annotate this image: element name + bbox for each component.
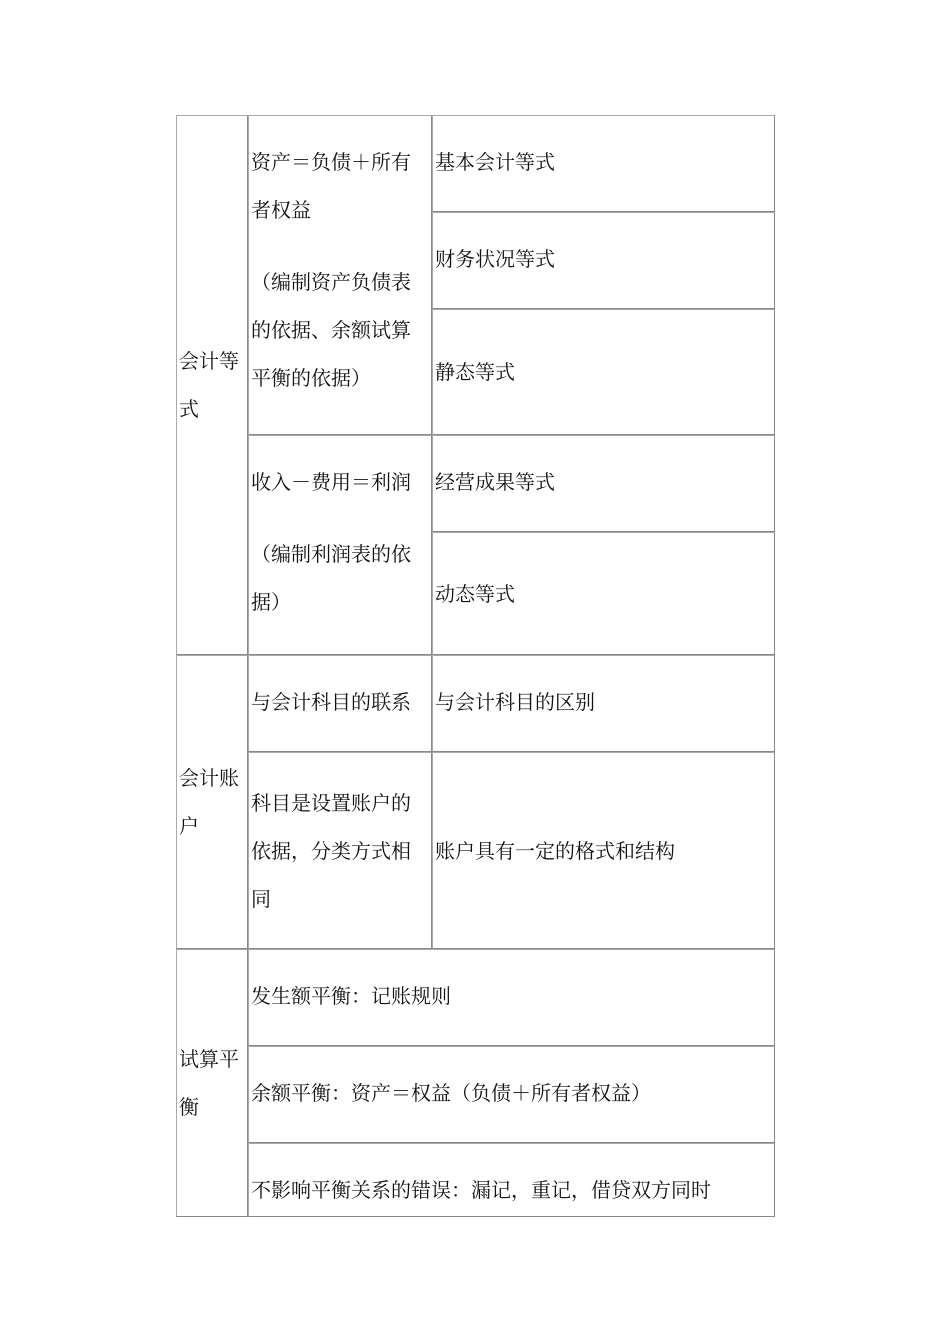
row-label-line: 试算平 [179,1047,239,1071]
row-label-line: 式 [179,397,199,421]
equation-name-basic [432,115,775,212]
equation-name-text: 动态等式 [435,581,515,606]
account-link-header [248,655,432,752]
row-label-trial [176,949,248,1217]
note-line: （编制利润表的依 [251,542,411,566]
note-line: 的依据、余额试算 [251,318,411,342]
formula-line: 资产＝负债＋所有 [251,150,411,174]
account-diff-cell [432,752,775,949]
account-link-cell [248,752,432,949]
row-label-line: 会计账 [179,766,239,790]
note-line: 平衡的依据） [251,366,371,390]
row-label-line: 户 [179,814,199,838]
equation-name-dynamic [432,532,775,655]
profit-equation-cell [248,435,432,655]
equation-name-text: 财务状况等式 [435,247,555,271]
header-text: 与会计科目的区别 [435,690,595,714]
trial-item-text: 发生额平衡：记账规则 [251,984,451,1008]
equation-name-text: 基本会计等式 [435,150,555,174]
link-line: 科目是设置账户的 [251,790,411,815]
equation-name-text: 静态等式 [435,360,515,384]
balance-equation-cell [248,115,432,435]
link-line: 同 [251,886,271,911]
row-label-equation [176,115,248,655]
summary-table [176,115,775,1217]
formula-line: 者权益 [251,198,311,222]
trial-item-text: 不影响平衡关系的错误：漏记，重记，借贷双方同时 [251,1178,711,1202]
row-label-line: 会计等 [179,349,239,373]
link-line: 依据，分类方式相 [251,838,411,863]
diff-text: 账户具有一定的格式和结构 [435,838,675,863]
equation-name-text: 经营成果等式 [435,470,555,494]
note-line: 据） [251,590,291,614]
equation-name-financial [432,212,775,309]
trial-item-balance [248,1046,775,1143]
row-label-line: 衡 [179,1095,199,1119]
equation-name-operating [432,435,775,532]
row-label-account [176,655,248,949]
trial-item-errors [248,1143,775,1217]
header-text: 与会计科目的联系 [251,690,411,714]
trial-item-amount [248,949,775,1046]
note-line: （编制资产负债表 [251,270,411,294]
formula-line: 收入－费用＝利润 [251,470,411,494]
trial-item-text: 余额平衡：资产＝权益（负债＋所有者权益） [251,1081,651,1105]
account-diff-header [432,655,775,752]
equation-name-static [432,309,775,435]
